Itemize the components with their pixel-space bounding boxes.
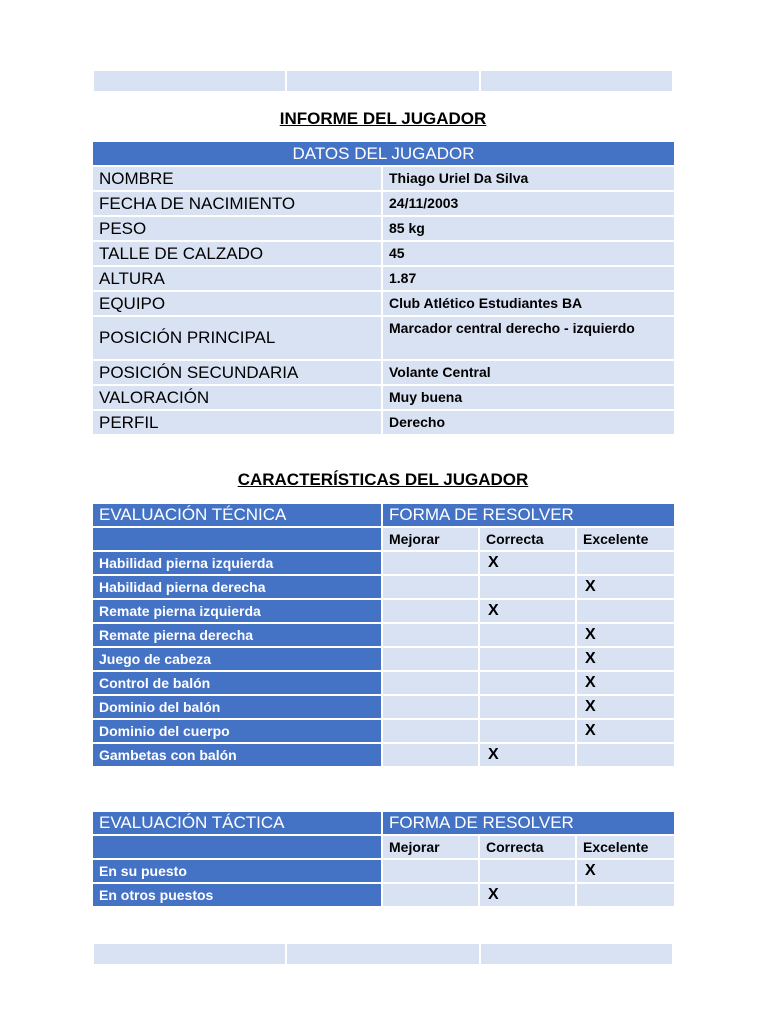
evaluation-mark-correcta — [480, 720, 577, 744]
player-field-value: 24/11/2003 — [383, 192, 674, 217]
evaluation-criterion: En su puesto — [93, 860, 383, 884]
evaluation-row — [93, 576, 674, 600]
evaluation-criterion: Remate pierna derecha — [93, 624, 383, 648]
player-data-table — [93, 142, 674, 436]
evaluation-row — [93, 624, 674, 648]
evaluation-mark-excelente: X — [577, 672, 674, 696]
player-field-label: ALTURA — [93, 267, 383, 292]
evaluation-mark-mejorar — [383, 576, 480, 600]
evaluation-mark-excelente — [577, 884, 674, 908]
evaluation-row — [93, 552, 674, 576]
technical-header: EVALUACIÓN TÉCNICA — [93, 504, 383, 528]
tactical-resolve-header: FORMA DE RESOLVER — [383, 812, 674, 836]
evaluation-criterion: Dominio del balón — [93, 696, 383, 720]
col-excelente: Excelente — [577, 836, 674, 860]
evaluation-mark-mejorar — [383, 552, 480, 576]
col-correcta: Correcta — [480, 528, 577, 552]
player-field-label: FECHA DE NACIMIENTO — [93, 192, 383, 217]
evaluation-criterion: Habilidad pierna derecha — [93, 576, 383, 600]
player-field-value: Volante Central — [383, 361, 674, 386]
evaluation-mark-excelente: X — [577, 696, 674, 720]
evaluation-mark-mejorar — [383, 672, 480, 696]
evaluation-row — [93, 720, 674, 744]
evaluation-mark-excelente: X — [577, 720, 674, 744]
tactical-evaluation-table — [93, 812, 674, 908]
player-field-value: Marcador central derecho - izquierdo — [383, 317, 674, 361]
player-field-label: TALLE DE CALZADO — [93, 242, 383, 267]
col-correcta: Correcta — [480, 836, 577, 860]
evaluation-mark-excelente: X — [577, 576, 674, 600]
evaluation-mark-correcta: X — [480, 600, 577, 624]
bottom-decorative-strip — [94, 944, 672, 964]
player-field-value: Muy buena — [383, 386, 674, 411]
evaluation-mark-excelente: X — [577, 648, 674, 672]
evaluation-row — [93, 600, 674, 624]
evaluation-criterion: En otros puestos — [93, 884, 383, 908]
player-data-row — [93, 267, 674, 292]
player-data-header: DATOS DEL JUGADOR — [93, 142, 674, 167]
top-decorative-strip — [94, 71, 672, 91]
evaluation-row — [93, 672, 674, 696]
player-field-value: 85 kg — [383, 217, 674, 242]
evaluation-mark-mejorar — [383, 696, 480, 720]
player-data-row — [93, 361, 674, 386]
player-data-row — [93, 192, 674, 217]
player-field-value: Club Atlético Estudiantes BA — [383, 292, 674, 317]
evaluation-mark-mejorar — [383, 744, 480, 768]
player-data-row — [93, 167, 674, 192]
tactical-blank-cell — [93, 836, 383, 860]
evaluation-row — [93, 648, 674, 672]
report-title: INFORME DEL JUGADOR — [279, 109, 487, 128]
evaluation-mark-correcta — [480, 860, 577, 884]
player-field-label: NOMBRE — [93, 167, 383, 192]
evaluation-row — [93, 696, 674, 720]
evaluation-mark-mejorar — [383, 648, 480, 672]
evaluation-mark-correcta — [480, 648, 577, 672]
evaluation-row — [93, 744, 674, 768]
player-data-row — [93, 317, 674, 361]
evaluation-mark-correcta: X — [480, 744, 577, 768]
evaluation-mark-mejorar — [383, 624, 480, 648]
player-field-value: Derecho — [383, 411, 674, 436]
evaluation-row — [93, 860, 674, 884]
player-field-label: PESO — [93, 217, 383, 242]
col-excelente: Excelente — [577, 528, 674, 552]
player-field-label: POSICIÓN SECUNDARIA — [93, 361, 383, 386]
evaluation-mark-correcta — [480, 672, 577, 696]
evaluation-criterion: Control de balón — [93, 672, 383, 696]
evaluation-mark-correcta: X — [480, 884, 577, 908]
evaluation-mark-mejorar — [383, 884, 480, 908]
technical-blank-cell — [93, 528, 383, 552]
player-data-row — [93, 386, 674, 411]
player-field-value: Thiago Uriel Da Silva — [383, 167, 674, 192]
player-field-label: PERFIL — [93, 411, 383, 436]
player-field-label: VALORACIÓN — [93, 386, 383, 411]
evaluation-mark-correcta: X — [480, 552, 577, 576]
evaluation-mark-correcta — [480, 624, 577, 648]
evaluation-mark-correcta — [480, 576, 577, 600]
col-mejorar: Mejorar — [383, 528, 480, 552]
evaluation-mark-correcta — [480, 696, 577, 720]
evaluation-mark-excelente — [577, 552, 674, 576]
evaluation-mark-mejorar — [383, 720, 480, 744]
player-data-row — [93, 217, 674, 242]
technical-evaluation-table — [93, 504, 674, 768]
evaluation-mark-mejorar — [383, 600, 480, 624]
evaluation-criterion: Remate pierna izquierda — [93, 600, 383, 624]
player-field-label: POSICIÓN PRINCIPAL — [93, 317, 383, 361]
evaluation-criterion: Gambetas con balón — [93, 744, 383, 768]
player-field-label: EQUIPO — [93, 292, 383, 317]
col-mejorar: Mejorar — [383, 836, 480, 860]
player-data-row — [93, 292, 674, 317]
evaluation-mark-excelente — [577, 600, 674, 624]
evaluation-mark-excelente — [577, 744, 674, 768]
evaluation-row — [93, 884, 674, 908]
evaluation-mark-mejorar — [383, 860, 480, 884]
evaluation-mark-excelente: X — [577, 624, 674, 648]
evaluation-criterion: Habilidad pierna izquierda — [93, 552, 383, 576]
evaluation-criterion: Juego de cabeza — [93, 648, 383, 672]
player-data-row — [93, 411, 674, 436]
technical-resolve-header: FORMA DE RESOLVER — [383, 504, 674, 528]
player-field-value: 1.87 — [383, 267, 674, 292]
player-data-row — [93, 242, 674, 267]
player-field-value: 45 — [383, 242, 674, 267]
evaluation-criterion: Dominio del cuerpo — [93, 720, 383, 744]
characteristics-title: CARACTERÍSTICAS DEL JUGADOR — [237, 470, 529, 489]
tactical-header: EVALUACIÓN TÁCTICA — [93, 812, 383, 836]
evaluation-mark-excelente: X — [577, 860, 674, 884]
